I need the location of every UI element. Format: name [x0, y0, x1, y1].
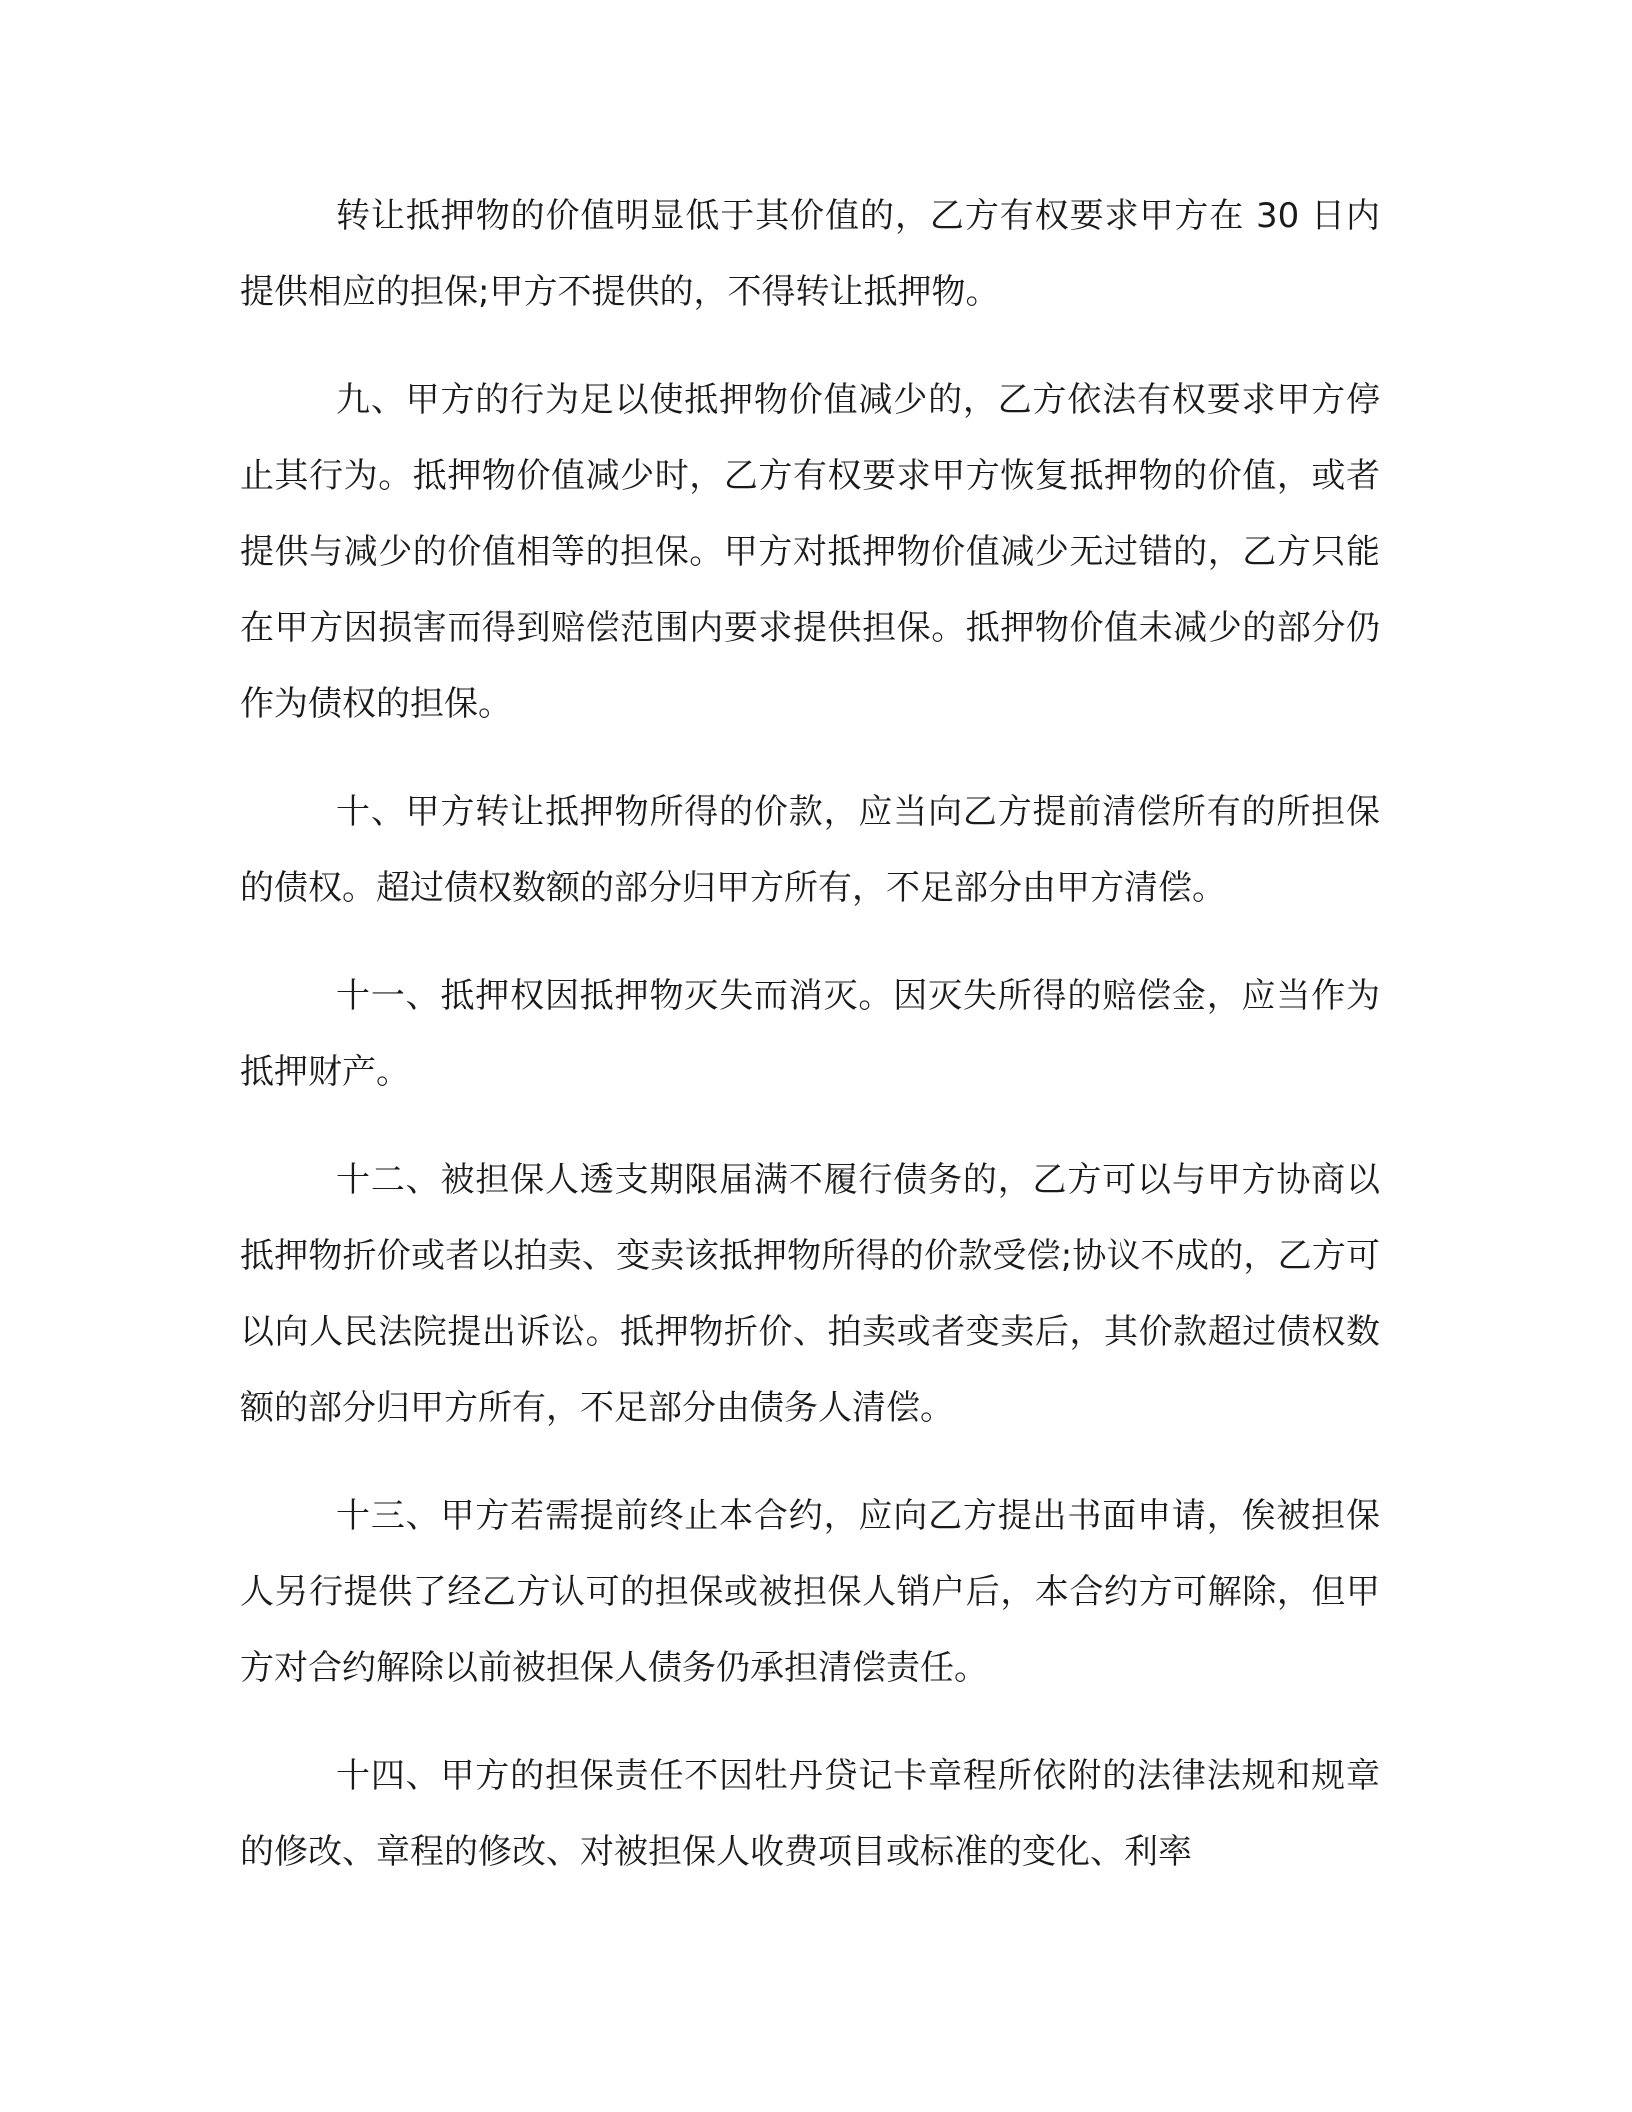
paragraph-clause-11: 十一、抵押权因抵押物灭失而消灭。因灭失所得的赔偿金，应当作为抵押财产。	[240, 976, 1380, 1092]
paragraph-transfer-value: 转让抵押物的价值明显低于其价值的，乙方有权要求甲方在 30 日内提供相应的担保;甲方不提供的，不得转让抵押物。	[240, 196, 1380, 312]
document-body	[240, 178, 1380, 1922]
paragraph-clause-14: 十四、甲方的担保责任不因牡丹贷记卡章程所依附的法律法规和规章的修改、章程的修改、对被担保人收费项目或标准的变化、利率	[240, 1756, 1380, 1872]
paragraph-clause-12: 十二、被担保人透支期限届满不履行债务的，乙方可以与甲方协商以抵押物折价或者以拍卖、变卖该抵押物所得的价款受偿;协议不成的，乙方可以向人民法院提出诉讼。抵押物折价、拍卖或者变卖后，其价款超过债权数额的部分归甲方所有，不足部分由债务人清偿。	[240, 1160, 1380, 1428]
paragraph-clause-10: 十、甲方转让抵押物所得的价款，应当向乙方提前清偿所有的所担保的债权。超过债权数额的部分归甲方所有，不足部分由甲方清偿。	[240, 792, 1380, 908]
paragraph-clause-13: 十三、甲方若需提前终止本合约，应向乙方提出书面申请，俟被担保人另行提供了经乙方认可的担保或被担保人销户后，本合约方可解除，但甲方对合约解除以前被担保人债务仍承担清偿责任。	[240, 1496, 1380, 1688]
paragraph-clause-9: 九、甲方的行为足以使抵押物价值减少的，乙方依法有权要求甲方停止其行为。抵押物价值减少时，乙方有权要求甲方恢复抵押物的价值，或者提供与减少的价值相等的担保。甲方对抵押物价值减少无过错的，乙方只能在甲方因损害而得到赔偿范围内要求提供担保。抵押物价值未减少的部分仍作为债权的担保。	[240, 380, 1380, 724]
